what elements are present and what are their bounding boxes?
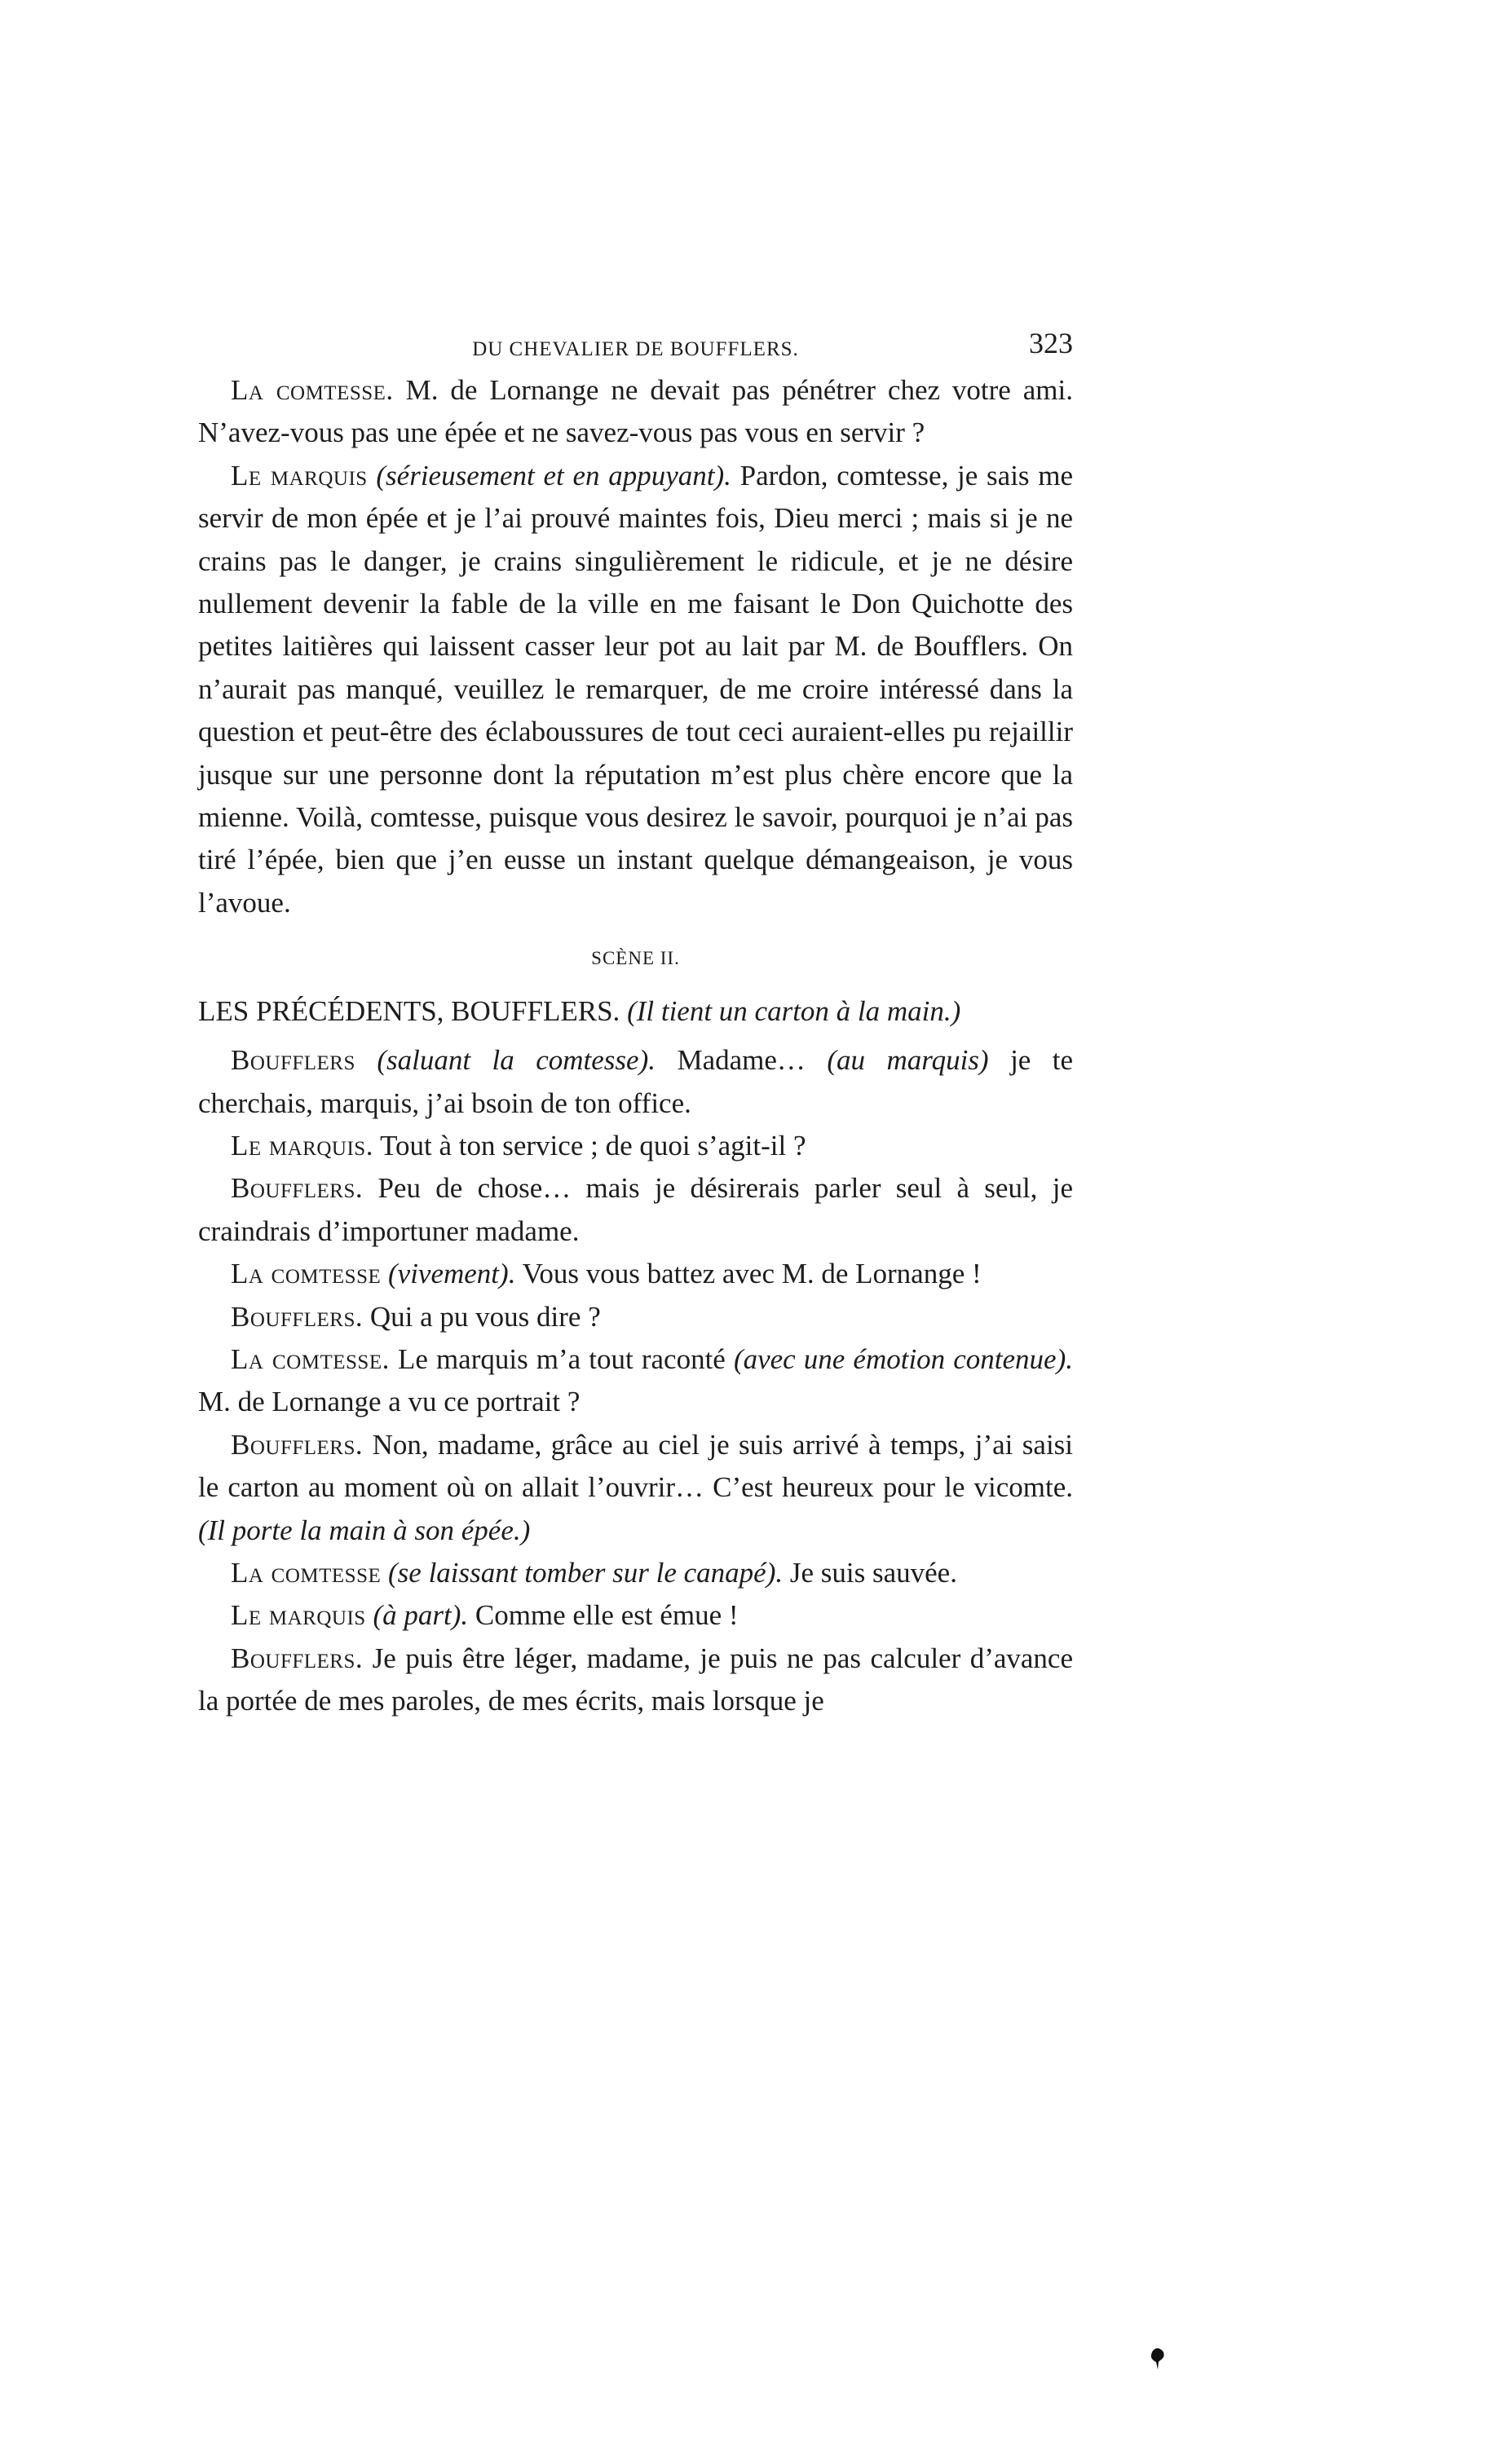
dialogue-line xyxy=(198,1424,1073,1552)
dialogue-text: Madame… xyxy=(677,1044,806,1077)
ink-blot-mark xyxy=(1150,2347,1166,2370)
speaker-name: Boufflers. xyxy=(231,1300,364,1333)
dialogue-line xyxy=(198,1125,1073,1167)
speaker-name: Boufflers xyxy=(231,1044,355,1077)
scene-title: SCÈNE II. xyxy=(591,948,680,969)
speaker-name: Boufflers. xyxy=(231,1172,364,1205)
speaker-name: Le marquis. xyxy=(231,1129,373,1161)
speaker-name: La comtesse xyxy=(231,1258,382,1290)
dialogue-text: Le marquis m’a tout raconté xyxy=(397,1342,726,1375)
dialogue-text: Comme elle est émue ! xyxy=(475,1599,739,1632)
stage-direction: (vivement). xyxy=(388,1258,516,1290)
stage-direction: (saluant la comtesse). xyxy=(377,1044,656,1077)
dialogue-line xyxy=(198,1296,1073,1338)
paragraph-marquis-1 xyxy=(198,455,1073,924)
stage-direction: (Il porte la main à son épée.) xyxy=(198,1514,531,1546)
running-header xyxy=(198,322,1073,364)
stage-direction: (à part). xyxy=(373,1599,469,1632)
dialogue-line xyxy=(198,1338,1073,1424)
stage-direction: (sérieusement et en appuyant). xyxy=(376,459,731,491)
stage-direction: (au marquis) xyxy=(827,1044,989,1077)
dialogue-text: Vous vous battez avec M. de Lornange ! xyxy=(522,1258,982,1290)
speaker-name: La comtesse. xyxy=(231,1342,390,1375)
dialogue-line xyxy=(198,1638,1073,1723)
speaker-name: La comtesse. xyxy=(231,374,394,406)
speaker-name: Le marquis xyxy=(231,459,368,491)
dialogue-line xyxy=(198,1039,1073,1125)
scene-stage-direction: (Il tient un carton à la main.) xyxy=(627,994,961,1027)
dialogue-text: Qui a pu vous dire ? xyxy=(369,1300,601,1333)
dialogue-text: Peu de chose… mais je désirerais parler seul à seul, je craindrais d’importuner madame. xyxy=(198,1172,1073,1247)
page-text-block xyxy=(198,322,1073,1723)
dialogue-line xyxy=(198,1594,1073,1637)
speaker-name: Le marquis xyxy=(231,1599,366,1632)
dialogue-text: Je puis être léger, madame, je puis ne pas calculer d’avance la portée de mes paroles, de mes écrits, mais lorsque je xyxy=(198,1642,1073,1717)
dialogue-text: je te cherchais, marquis, j’ai bsoin de ton office. xyxy=(198,1044,1074,1119)
dialogue-text: Pardon, comtesse, je sais me servir de mon épée et je l’ai prouvé maintes fois, Dieu merci ; mais si je ne crains pas le danger, je crains singulièrement le ridicule, et je ne désire nullement devenir la fable de la ville en me faisant le Don Quichotte des petites laitières qui laissent casser leur pot au lait par M. de Boufflers. On n’aurait pas manqué, veuillez le remarquer, de me croire intéressé dans la question et peut-être des éclaboussures de tout ceci auraient-elles pu rejaillir jusque sur une personne dont la réputation m’est plus chère encore que la mienne. Voilà, comtesse, puisque vous desirez le savoir, pourquoi je n’ai pas tiré l’épée, bien que j’en eusse un instant quelque démangeaison, je vous l’avoue. xyxy=(198,459,1074,919)
dialogue-text: Non, madame, grâce au ciel je suis arrivé à temps, j’ai saisi le carton au moment où on allait l’ouvrir… C’est heureux pour le vicomte. xyxy=(198,1428,1074,1504)
dialogue-line xyxy=(198,1253,1073,1295)
stage-direction: (avec une émotion contenue). xyxy=(733,1342,1073,1375)
page-number: 323 xyxy=(1029,327,1073,359)
speaker-name: La comtesse xyxy=(231,1556,382,1589)
speaker-name: Boufflers. xyxy=(231,1428,364,1461)
dialogue-text: Je suis sauvée. xyxy=(789,1556,957,1589)
running-header-title: DU CHEVALIER DE BOUFFLERS. xyxy=(472,338,799,360)
dialogue-text: M. de Lornange a vu ce portrait ? xyxy=(198,1386,581,1418)
paragraph-comtesse-1 xyxy=(198,369,1073,455)
dialogue-text: Tout à ton service ; de quoi s’agit-il ? xyxy=(380,1129,806,1161)
dialogue-line xyxy=(198,1552,1073,1594)
scene-heading xyxy=(198,990,1073,1033)
dialogue-text: M. de Lornange ne devait pas pénétrer chez votre ami. N’avez-vous pas une épée et ne savez-vous pas vous en servir ? xyxy=(198,374,1073,449)
scene-characters: LES PRÉCÉDENTS, BOUFFLERS. xyxy=(198,994,620,1027)
dialogue-line xyxy=(198,1167,1073,1253)
speaker-name: Boufflers. xyxy=(231,1642,364,1674)
stage-direction: (se laissant tomber sur le canapé). xyxy=(388,1556,784,1589)
